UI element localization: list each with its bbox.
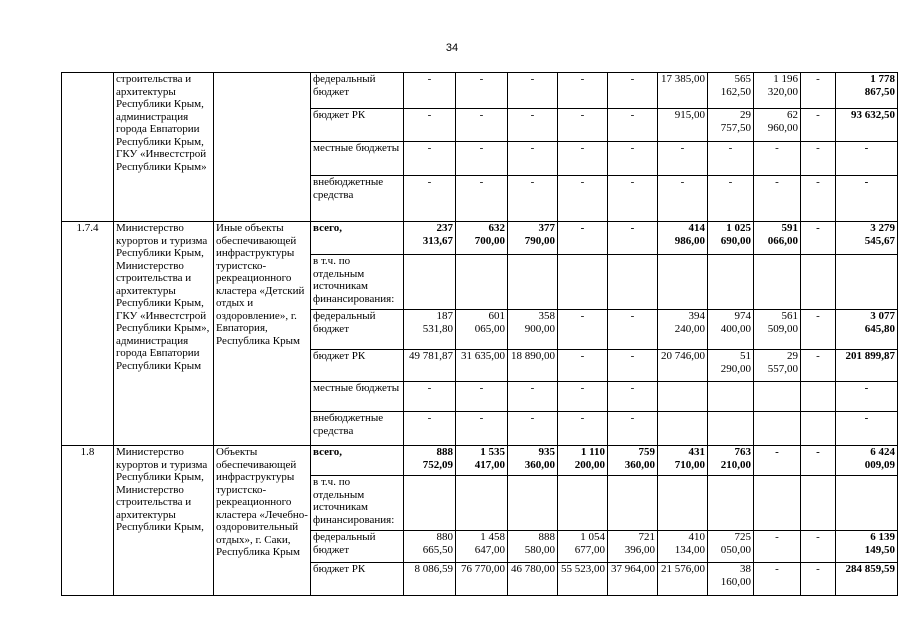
year-value: 1 535 417,00: [456, 446, 508, 476]
funding-source: местные бюджеты: [311, 142, 404, 176]
year-value: 974 400,00: [708, 310, 754, 350]
year-value: -: [456, 176, 508, 222]
executor-cell: Министерство курортов и туризма Республики Крым, Министерство строительства и архитектуры Республики Крым, ГКУ «Инвестстрой Республики Крым», администрация города Евпатории Республики Крым: [114, 222, 214, 446]
year-value: -: [801, 222, 836, 255]
year-value: -: [708, 176, 754, 222]
year-value: 8 086,59: [404, 563, 456, 596]
total-value: 284 859,59: [836, 563, 898, 596]
year-value: 632 700,00: [456, 222, 508, 255]
year-value: -: [558, 109, 608, 142]
total-value: 3 279 545,67: [836, 222, 898, 255]
year-value: 1 196 320,00: [754, 73, 801, 109]
year-value: [754, 382, 801, 412]
year-value: 21 576,00: [658, 563, 708, 596]
year-value: 46 780,00: [508, 563, 558, 596]
object-cell: [214, 73, 311, 222]
funding-source: федеральный бюджет: [311, 310, 404, 350]
year-value: [708, 382, 754, 412]
year-value: 414 986,00: [658, 222, 708, 255]
year-value: 763 210,00: [708, 446, 754, 476]
year-value: -: [558, 142, 608, 176]
year-value: -: [558, 222, 608, 255]
year-value: -: [558, 382, 608, 412]
year-value: 51 290,00: [708, 350, 754, 382]
total-value: 93 632,50: [836, 109, 898, 142]
year-value: -: [658, 142, 708, 176]
year-value: [801, 412, 836, 446]
year-value: -: [508, 176, 558, 222]
year-value: 561 509,00: [754, 310, 801, 350]
funding-source: бюджет РК: [311, 109, 404, 142]
budget-table: [61, 72, 898, 596]
year-value: [754, 255, 801, 310]
object-cell: Иные объекты обеспечивающей инфраструктуры туристско-рекреационного кластера «Детский отдых и оздоровление», г. Евпатория, Республика Крым: [214, 222, 311, 446]
year-value: [608, 255, 658, 310]
year-value: 721 396,00: [608, 531, 658, 563]
year-value: -: [754, 446, 801, 476]
year-value: 880 665,50: [404, 531, 456, 563]
year-value: 55 523,00: [558, 563, 608, 596]
year-value: [754, 476, 801, 531]
year-value: 591 066,00: [754, 222, 801, 255]
year-value: -: [608, 222, 658, 255]
funding-source: всего,: [311, 222, 404, 255]
year-value: [708, 412, 754, 446]
year-value: [558, 255, 608, 310]
year-value: 1 054 677,00: [558, 531, 608, 563]
year-value: 410 134,00: [658, 531, 708, 563]
year-value: -: [558, 350, 608, 382]
year-value: 237 313,67: [404, 222, 456, 255]
year-value: 17 385,00: [658, 73, 708, 109]
year-value: -: [608, 350, 658, 382]
funding-source: внебюджетные средства: [311, 176, 404, 222]
year-value: -: [558, 176, 608, 222]
year-value: 394 240,00: [658, 310, 708, 350]
year-value: -: [404, 412, 456, 446]
year-value: -: [801, 109, 836, 142]
year-value: -: [404, 176, 456, 222]
table-row: [62, 73, 898, 109]
year-value: [754, 412, 801, 446]
year-value: 1 458 647,00: [456, 531, 508, 563]
year-value: -: [456, 109, 508, 142]
year-value: -: [508, 109, 558, 142]
year-value: [708, 476, 754, 531]
year-value: -: [801, 531, 836, 563]
total-value: -: [836, 382, 898, 412]
year-value: -: [558, 412, 608, 446]
year-value: 1 025 690,00: [708, 222, 754, 255]
funding-source: в т.ч. по отдельным источникам финансирования:: [311, 476, 404, 531]
year-value: -: [558, 73, 608, 109]
year-value: -: [508, 412, 558, 446]
table-row: [62, 446, 898, 476]
year-value: 888 580,00: [508, 531, 558, 563]
executor-cell: строительства и архитектуры Республики Крым, администрация города Евпатории Республики Крым, ГКУ «Инвестстрой Республики Крым»: [114, 73, 214, 222]
year-value: 29 557,00: [754, 350, 801, 382]
year-value: -: [608, 412, 658, 446]
year-value: 358 900,00: [508, 310, 558, 350]
row-index: [62, 73, 114, 222]
year-value: 725 050,00: [708, 531, 754, 563]
year-value: [708, 255, 754, 310]
funding-source: бюджет РК: [311, 563, 404, 596]
year-value: -: [754, 142, 801, 176]
year-value: -: [404, 109, 456, 142]
year-value: [404, 255, 456, 310]
funding-source: местные бюджеты: [311, 382, 404, 412]
year-value: 377 790,00: [508, 222, 558, 255]
year-value: 18 890,00: [508, 350, 558, 382]
year-value: 37 964,00: [608, 563, 658, 596]
year-value: [801, 476, 836, 531]
row-index: 1.7.4: [62, 222, 114, 446]
total-value: -: [836, 142, 898, 176]
table-row: [62, 222, 898, 255]
year-value: -: [658, 176, 708, 222]
total-value: 6 139 149,50: [836, 531, 898, 563]
year-value: 935 360,00: [508, 446, 558, 476]
year-value: -: [801, 142, 836, 176]
year-value: 1 110 200,00: [558, 446, 608, 476]
total-value: -: [836, 176, 898, 222]
year-value: 38 160,00: [708, 563, 754, 596]
year-value: -: [608, 73, 658, 109]
year-value: -: [608, 109, 658, 142]
year-value: -: [456, 412, 508, 446]
year-value: -: [708, 142, 754, 176]
funding-source: федеральный бюджет: [311, 73, 404, 109]
year-value: [608, 476, 658, 531]
funding-source: всего,: [311, 446, 404, 476]
year-value: 759 360,00: [608, 446, 658, 476]
year-value: [658, 476, 708, 531]
total-value: 1 778 867,50: [836, 73, 898, 109]
year-value: [658, 382, 708, 412]
total-value: [836, 476, 898, 531]
year-value: -: [404, 382, 456, 412]
total-value: 3 077 645,80: [836, 310, 898, 350]
year-value: -: [754, 176, 801, 222]
year-value: [658, 255, 708, 310]
object-cell: Объекты обеспечивающей инфраструктуры туристско-рекреационного кластера «Лечебно-оздоровительный отдых», г. Саки, Республика Крым: [214, 446, 311, 596]
year-value: -: [608, 310, 658, 350]
year-value: 915,00: [658, 109, 708, 142]
year-value: [658, 412, 708, 446]
funding-source: в т.ч. по отдельным источникам финансирования:: [311, 255, 404, 310]
executor-cell: Министерство курортов и туризма Республики Крым, Министерство строительства и архитектуры Республики Крым,: [114, 446, 214, 596]
year-value: -: [754, 563, 801, 596]
year-value: [558, 476, 608, 531]
year-value: [801, 382, 836, 412]
year-value: -: [456, 73, 508, 109]
year-value: -: [801, 310, 836, 350]
funding-source: внебюджетные средства: [311, 412, 404, 446]
year-value: -: [754, 531, 801, 563]
year-value: -: [508, 142, 558, 176]
year-value: 76 770,00: [456, 563, 508, 596]
year-value: -: [456, 382, 508, 412]
year-value: [801, 255, 836, 310]
year-value: -: [608, 382, 658, 412]
year-value: [508, 255, 558, 310]
year-value: 187 531,80: [404, 310, 456, 350]
year-value: [404, 476, 456, 531]
year-value: -: [404, 142, 456, 176]
funding-source: федеральный бюджет: [311, 531, 404, 563]
total-value: 201 899,87: [836, 350, 898, 382]
year-value: -: [508, 73, 558, 109]
year-value: [456, 476, 508, 531]
funding-source: бюджет РК: [311, 350, 404, 382]
year-value: -: [801, 446, 836, 476]
year-value: -: [404, 73, 456, 109]
year-value: -: [801, 350, 836, 382]
year-value: 888 752,09: [404, 446, 456, 476]
year-value: [508, 476, 558, 531]
page-number: 34: [445, 42, 459, 54]
year-value: [456, 255, 508, 310]
year-value: 62 960,00: [754, 109, 801, 142]
year-value: 29 757,50: [708, 109, 754, 142]
total-value: 6 424 009,09: [836, 446, 898, 476]
year-value: -: [801, 73, 836, 109]
year-value: 31 635,00: [456, 350, 508, 382]
total-value: -: [836, 412, 898, 446]
year-value: -: [608, 176, 658, 222]
total-value: [836, 255, 898, 310]
year-value: 431 710,00: [658, 446, 708, 476]
year-value: -: [801, 176, 836, 222]
row-index: 1.8: [62, 446, 114, 596]
year-value: 20 746,00: [658, 350, 708, 382]
year-value: -: [608, 142, 658, 176]
year-value: 49 781,87: [404, 350, 456, 382]
year-value: 601 065,00: [456, 310, 508, 350]
year-value: -: [456, 142, 508, 176]
year-value: 565 162,50: [708, 73, 754, 109]
year-value: -: [558, 310, 608, 350]
year-value: -: [801, 563, 836, 596]
year-value: -: [508, 382, 558, 412]
